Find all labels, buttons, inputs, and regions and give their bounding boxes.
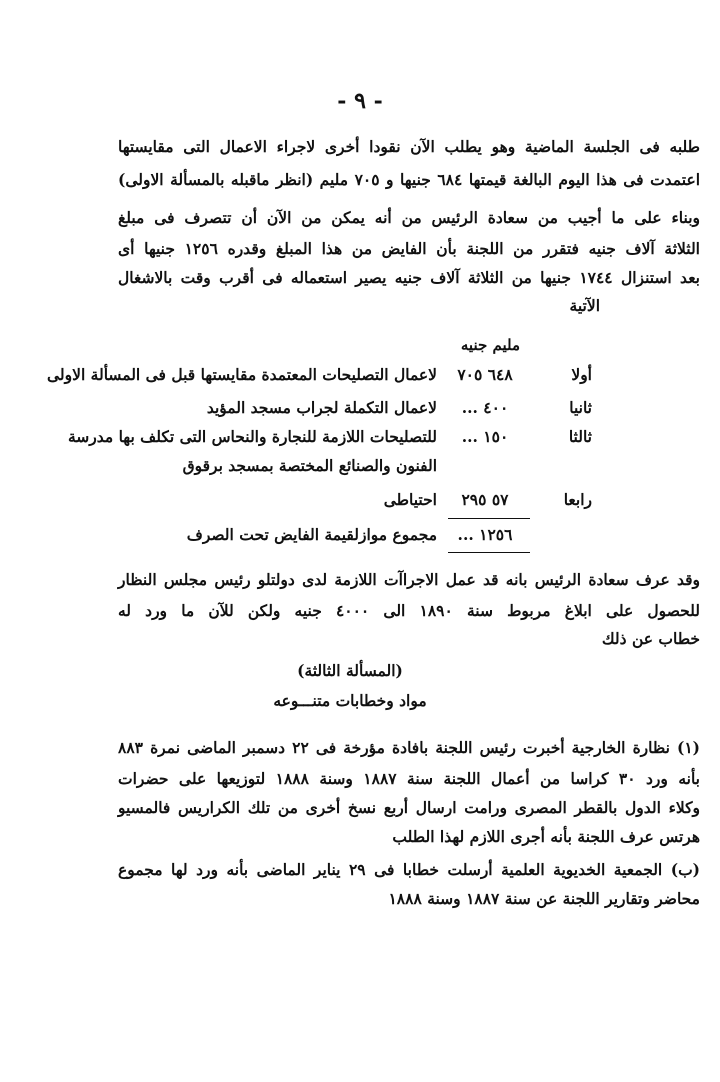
row-description: لاعمال التصليحات المعتمدة مقايستها قبل فى المسألة الاولى [47, 365, 437, 384]
row-amount: ١٥٠ ... [461, 427, 509, 446]
after-line-3: خطاب عن ذلك [601, 629, 700, 648]
row-label: رابعا [563, 490, 592, 509]
total-description: مجموع موازلقيمة الفايض تحت الصرف [186, 525, 437, 544]
intro-line-5: بعد استنزال ١٧٤٤ جنيها من الثلاثة آلاف جنيه يصير استعماله فى أقرب وقت بالاشغال [118, 268, 700, 287]
item-a-line-1: (١) نظارة الخارجية أخبرت رئيس اللجنة بافادة مؤرخة فى ٢٢ دسمبر الماضى نمرة ٨٨٣ [118, 738, 701, 757]
intro-line-1: طلبه فى الجلسة الماضية وهو يطلب الآن نقودا أخرى لاجراء الاعمال التى مقايستها [118, 137, 700, 156]
row-amount: ٤٠٠ ... [461, 398, 509, 417]
row-amount: ٦٤٨ ٧٠٥ [457, 365, 513, 384]
table-header: مليم جنيه [460, 336, 520, 354]
row-description: لاعمال التكملة لجراب مسجد المؤيد [206, 398, 437, 417]
section-subtitle: مواد وخطابات متنـــوعه [273, 691, 427, 710]
total-amount: ١٢٥٦ ... [457, 525, 513, 544]
row-description: احتياطى [383, 490, 437, 509]
intro-line-2: اعتمدت فى هذا اليوم البالغة قيمتها ٦٨٤ جنيها و ٧٠٥ مليم (انظر ماقبله بالمسألة الاولى) [118, 170, 700, 189]
total-rule-bottom [448, 552, 530, 553]
page-number: - ٩ - [337, 88, 383, 114]
after-line-2: للحصول على ابلاغ مربوط سنة ١٨٩٠ الى ٤٠٠٠ جنيه ولكن للآن ما ورد له [118, 601, 700, 620]
item-a-line-4: هرتس عرف اللجنة بأنه أجرى اللازم لهذا الطلب [392, 827, 700, 846]
item-a-line-2: بأنه ورد ٣٠ كراسا من أعمال اللجنة سنة ١٨٨٧ وسنة ١٨٨٨ لتوزيعها على حضرات [118, 769, 700, 788]
row-label: ثالثا [568, 427, 592, 446]
row-label: أولا [571, 365, 592, 384]
intro-line-6: الآتية [569, 296, 600, 315]
intro-line-3: وبناء على ما أجيب من سعادة الرئيس من أنه يمكن من الآن أن تتصرف فى مبلغ [118, 208, 700, 227]
item-b-line-2: محاضر وتقارير اللجنة عن سنة ١٨٨٧ وسنة ١٨٨٨ [388, 889, 700, 908]
intro-line-4: الثلاثة آلاف جنيه فتقرر من اللجنة بأن الفايض من هذا المبلغ وقدره ١٢٥٦ جنيها أى [118, 239, 700, 258]
item-b-line-1: (ب) الجمعية الخديوية العلمية أرسلت خطابا فى ٢٩ يناير الماضى بأنه ورد لها مجموع [118, 860, 700, 879]
total-rule-top [448, 518, 530, 519]
section-title: (المسألة الثالثة) [297, 661, 403, 680]
row-amount: ٥٧ ٢٩٥ [461, 490, 509, 509]
row-description: للتصليحات اللازمة للنجارة والنحاس التى تكلف بها مدرسة [67, 427, 437, 446]
item-a-line-3: وكلاء الدول بالقطر المصرى ورامت ارسال أربع نسخ أخرى من تلك الكراريس فالمسيو [118, 798, 700, 817]
row-label: ثانيا [569, 398, 592, 417]
after-line-1: وقد عرف سعادة الرئيس بانه قد عمل الاجراآت اللازمة لدى دولتلو رئيس مجلس النظار [118, 570, 700, 589]
row-description-cont: الفنون والصنائع المختصة بمسجد برقوق [182, 456, 437, 475]
